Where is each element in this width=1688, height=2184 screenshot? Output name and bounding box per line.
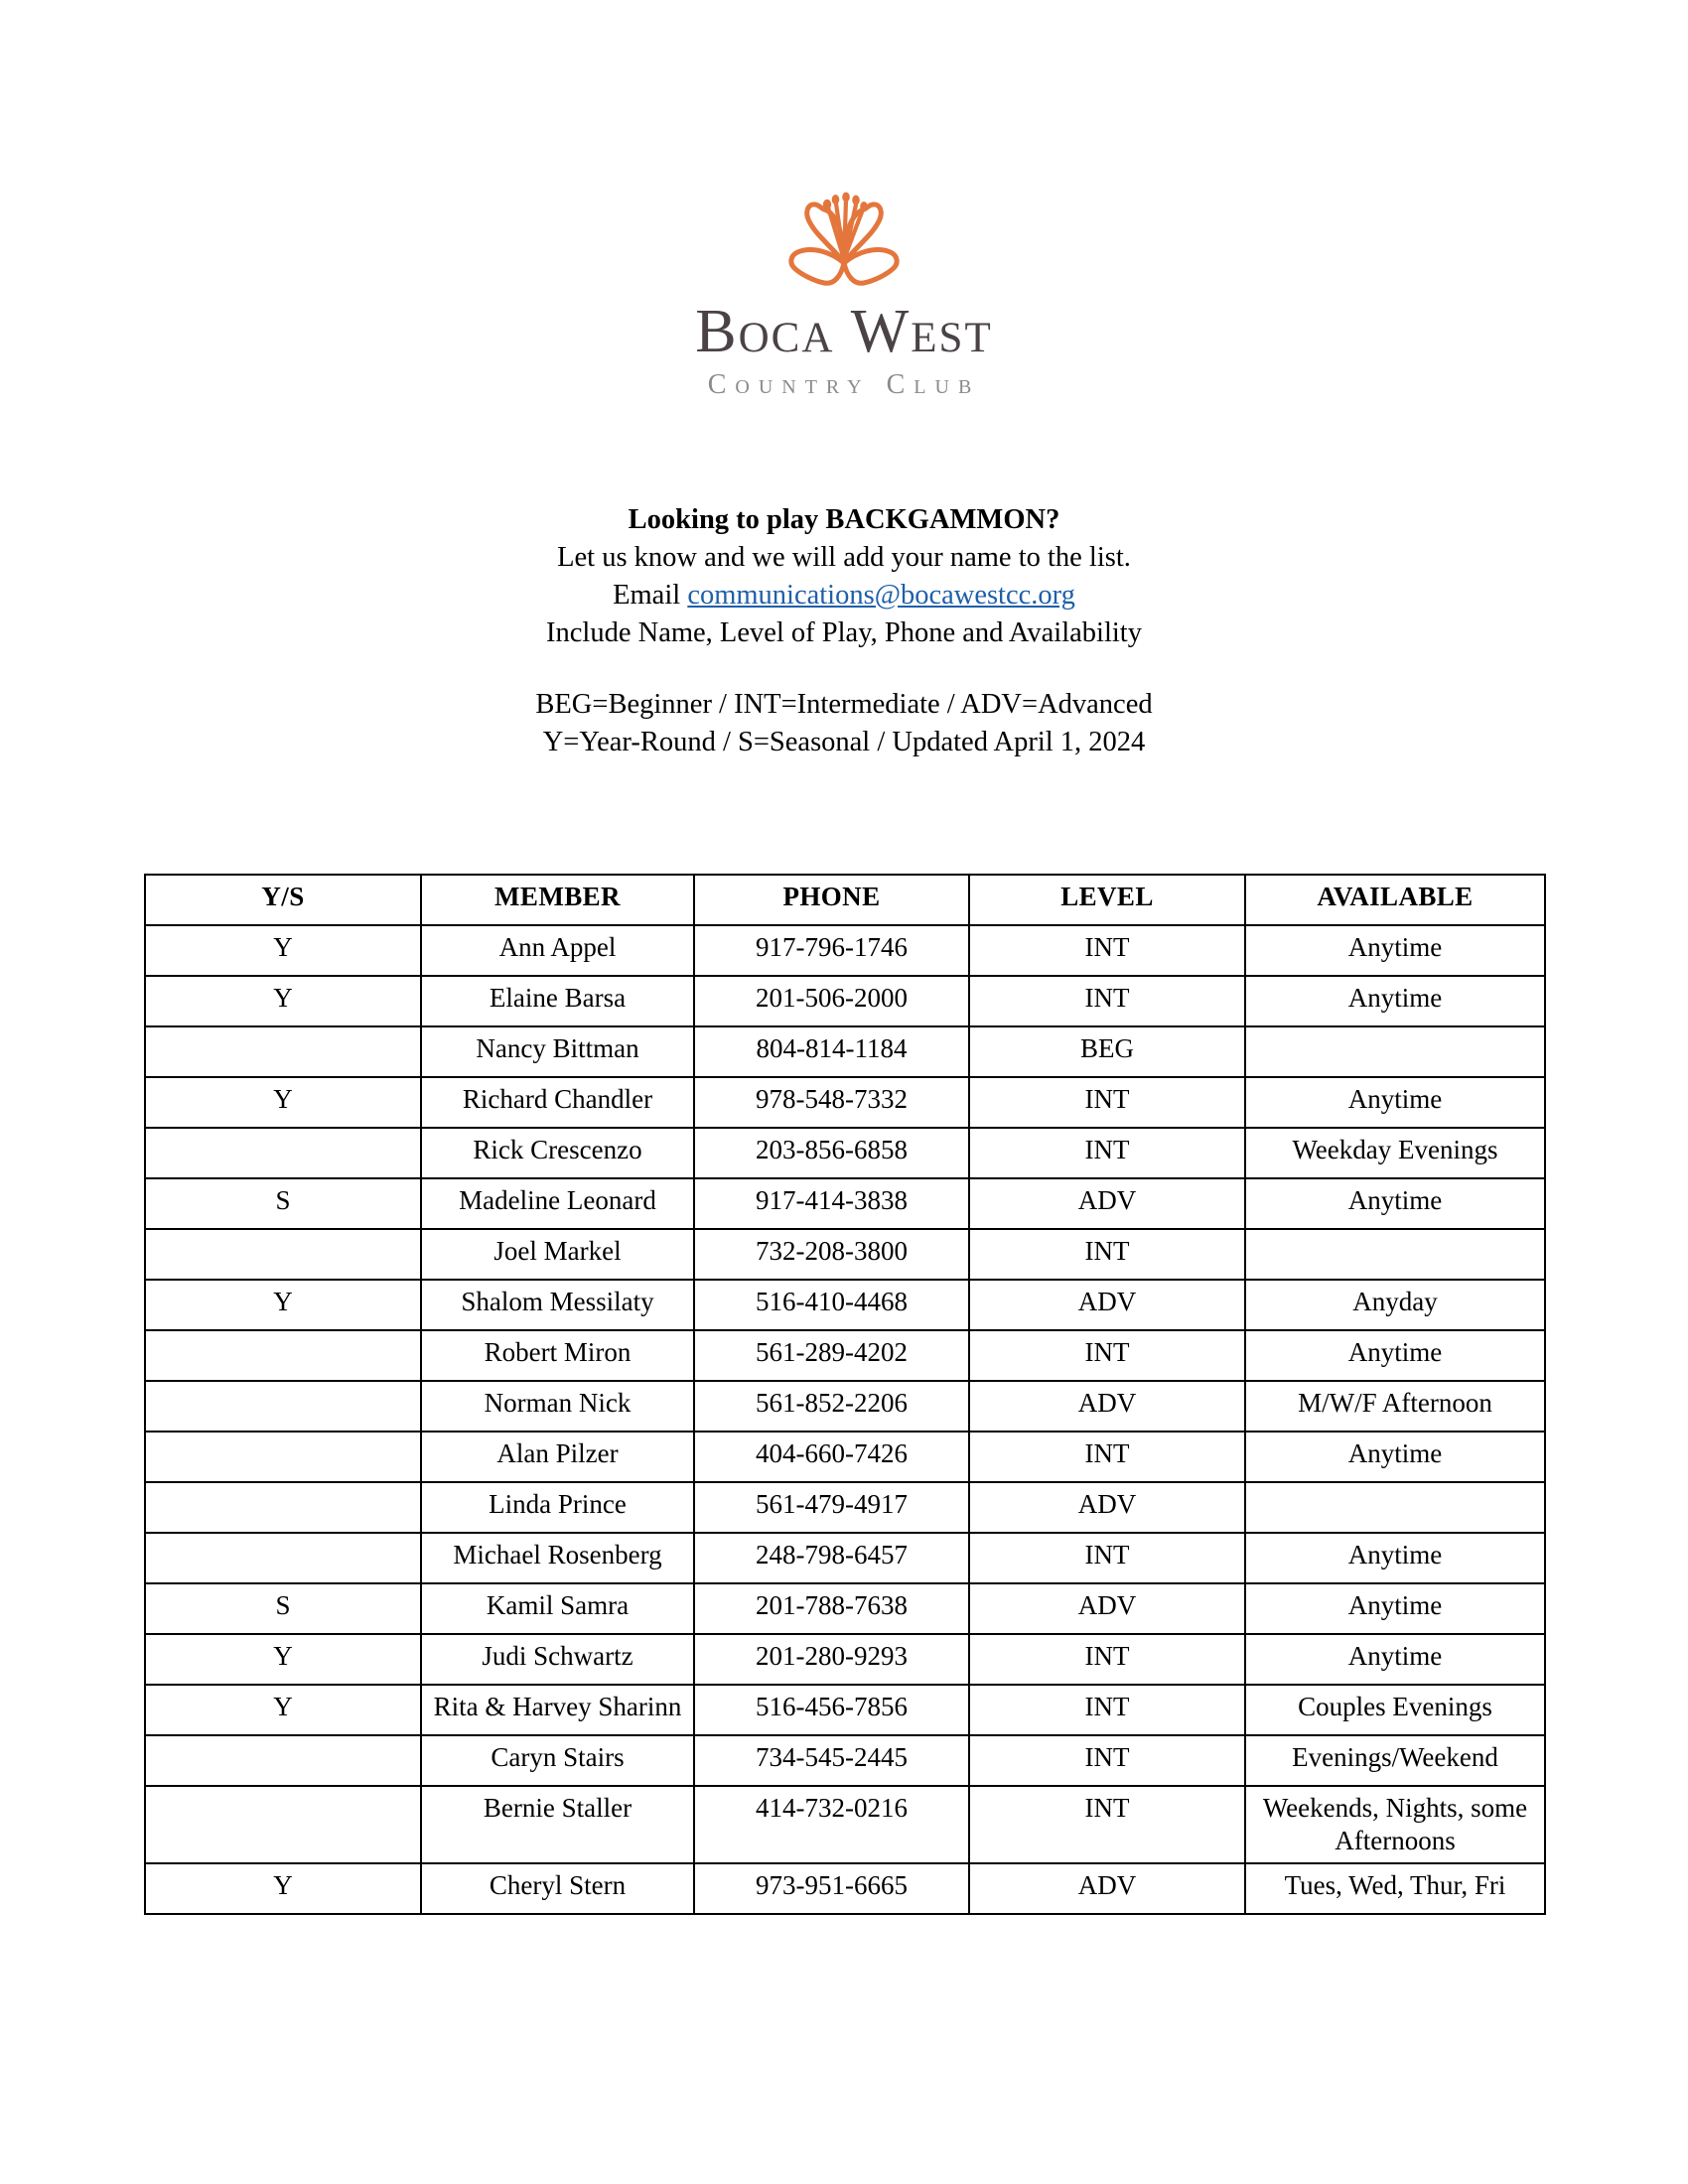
cell-ys [145,1735,421,1786]
email-link[interactable]: communications@bocawestcc.org [687,580,1075,611]
cell-available: Anytime [1245,1432,1545,1482]
cell-available [1245,1229,1545,1280]
backgammon-roster-table [144,874,1546,1915]
cell-available: Tues, Wed, Thur, Fri [1245,1863,1545,1914]
table-row [145,1280,1545,1330]
cell-member: Ann Appel [421,925,694,976]
cell-available: Anytime [1245,976,1545,1026]
cell-level: INT [969,1330,1245,1381]
cell-phone: 248-798-6457 [694,1533,969,1583]
cell-member: Joel Markel [421,1229,694,1280]
cell-phone: 404-660-7426 [694,1432,969,1482]
table-row [145,1634,1545,1685]
cell-phone: 561-289-4202 [694,1330,969,1381]
cell-ys: S [145,1583,421,1634]
cell-member: Michael Rosenberg [421,1533,694,1583]
cell-available: Anytime [1245,1077,1545,1128]
cell-level: ADV [969,1381,1245,1432]
cell-level: INT [969,1432,1245,1482]
cell-phone: 201-280-9293 [694,1634,969,1685]
cell-phone: 732-208-3800 [694,1229,969,1280]
email-label: Email [613,580,688,611]
cell-available: Anytime [1245,1330,1545,1381]
cell-available: Anyday [1245,1280,1545,1330]
cell-phone: 201-506-2000 [694,976,969,1026]
cell-level: ADV [969,1178,1245,1229]
table-row [145,1533,1545,1583]
cell-member: Nancy Bittman [421,1026,694,1077]
column-header-member: MEMBER [421,875,694,925]
cell-level: INT [969,1533,1245,1583]
cell-level: INT [969,1077,1245,1128]
cell-available: Anytime [1245,1533,1545,1583]
cell-phone: 917-414-3838 [694,1178,969,1229]
table-body [145,925,1545,1914]
cell-member: Cheryl Stern [421,1863,694,1914]
column-header-level: LEVEL [969,875,1245,925]
cell-level: INT [969,1229,1245,1280]
cell-ys: Y [145,1280,421,1330]
cell-ys [145,1229,421,1280]
cell-available [1245,1026,1545,1077]
cell-phone: 561-852-2206 [694,1381,969,1432]
cell-available [1245,1482,1545,1533]
roster-table-container [144,874,1544,1915]
table-row [145,1178,1545,1229]
cell-phone: 734-545-2445 [694,1735,969,1786]
cell-phone: 414-732-0216 [694,1786,969,1863]
cell-member: Rita & Harvey Sharinn [421,1685,694,1735]
cell-member: Judi Schwartz [421,1634,694,1685]
cell-member: Shalom Messilaty [421,1280,694,1330]
legend-levels: BEG=Beginner / INT=Intermediate / ADV=Advanced [535,689,1153,720]
table-row [145,1381,1545,1432]
cell-ys [145,1330,421,1381]
cell-member: Richard Chandler [421,1077,694,1128]
cell-phone: 917-796-1746 [694,925,969,976]
table-row [145,1026,1545,1077]
cell-phone: 561-479-4917 [694,1482,969,1533]
cell-member: Caryn Stairs [421,1735,694,1786]
cell-level: INT [969,1685,1245,1735]
club-logo [0,174,1688,401]
intro-line-2: Let us know and we will add your name to the list. [557,542,1131,573]
table-row [145,1685,1545,1735]
cell-ys [145,1786,421,1863]
logo-subtitle: Country Club [707,369,981,401]
cell-ys [145,1432,421,1482]
cell-available: Anytime [1245,1634,1545,1685]
cell-member: Kamil Samra [421,1583,694,1634]
cell-level: INT [969,1634,1245,1685]
cell-available: Weekday Evenings [1245,1128,1545,1178]
table-row [145,1330,1545,1381]
table-row [145,976,1545,1026]
cell-available: Anytime [1245,1583,1545,1634]
table-row [145,1482,1545,1533]
cell-ys: Y [145,1077,421,1128]
cell-available: Weekends, Nights, some Afternoons [1245,1786,1545,1863]
cell-member: Norman Nick [421,1381,694,1432]
cell-available: Anytime [1245,1178,1545,1229]
cell-available: Anytime [1245,925,1545,976]
cell-member: Robert Miron [421,1330,694,1381]
table-row [145,925,1545,976]
table-row [145,1229,1545,1280]
cell-phone: 978-548-7332 [694,1077,969,1128]
cell-level: INT [969,925,1245,976]
cell-level: INT [969,1735,1245,1786]
cell-phone: 516-410-4468 [694,1280,969,1330]
cell-ys [145,1533,421,1583]
cell-level: ADV [969,1280,1245,1330]
cell-ys [145,1026,421,1077]
cell-available: Evenings/Weekend [1245,1735,1545,1786]
table-row [145,1583,1545,1634]
cell-member: Bernie Staller [421,1786,694,1863]
column-header-phone: PHONE [694,875,969,925]
cell-ys: Y [145,1685,421,1735]
cell-level: ADV [969,1482,1245,1533]
cell-ys: Y [145,1863,421,1914]
intro-line-4: Include Name, Level of Play, Phone and Availability [546,617,1142,648]
table-row [145,1128,1545,1178]
cell-phone: 804-814-1184 [694,1026,969,1077]
cell-member: Alan Pilzer [421,1432,694,1482]
cell-available: Couples Evenings [1245,1685,1545,1735]
table-header-row [145,875,1545,925]
table-row [145,1735,1545,1786]
column-header-available: AVAILABLE [1245,875,1545,925]
table-row [145,1863,1545,1914]
intro-headline: Looking to play BACKGAMMON? [628,504,1060,535]
table-header [145,875,1545,925]
column-header-ys: Y/S [145,875,421,925]
hibiscus-flower-icon [765,174,923,291]
cell-phone: 201-788-7638 [694,1583,969,1634]
cell-level: ADV [969,1583,1245,1634]
cell-level: ADV [969,1863,1245,1914]
logo-wordmark: Boca West [695,298,993,365]
table-row [145,1786,1545,1863]
cell-ys: Y [145,1634,421,1685]
cell-phone: 973-951-6665 [694,1863,969,1914]
cell-member: Madeline Leonard [421,1178,694,1229]
cell-member: Rick Crescenzo [421,1128,694,1178]
cell-level: INT [969,1786,1245,1863]
cell-ys: Y [145,976,421,1026]
cell-ys [145,1482,421,1533]
table-row [145,1432,1545,1482]
table-row [145,1077,1545,1128]
legend-season-updated: Y=Year-Round / S=Seasonal / Updated April 1, 2024 [542,727,1146,757]
cell-member: Linda Prince [421,1482,694,1533]
cell-ys [145,1381,421,1432]
intro-text-block [0,501,1688,761]
cell-member: Elaine Barsa [421,976,694,1026]
cell-level: INT [969,976,1245,1026]
cell-available: M/W/F Afternoon [1245,1381,1545,1432]
cell-ys [145,1128,421,1178]
cell-ys: S [145,1178,421,1229]
cell-ys: Y [145,925,421,976]
intro-email-line [0,577,1688,614]
cell-phone: 516-456-7856 [694,1685,969,1735]
cell-phone: 203-856-6858 [694,1128,969,1178]
cell-level: INT [969,1128,1245,1178]
cell-level: BEG [969,1026,1245,1077]
